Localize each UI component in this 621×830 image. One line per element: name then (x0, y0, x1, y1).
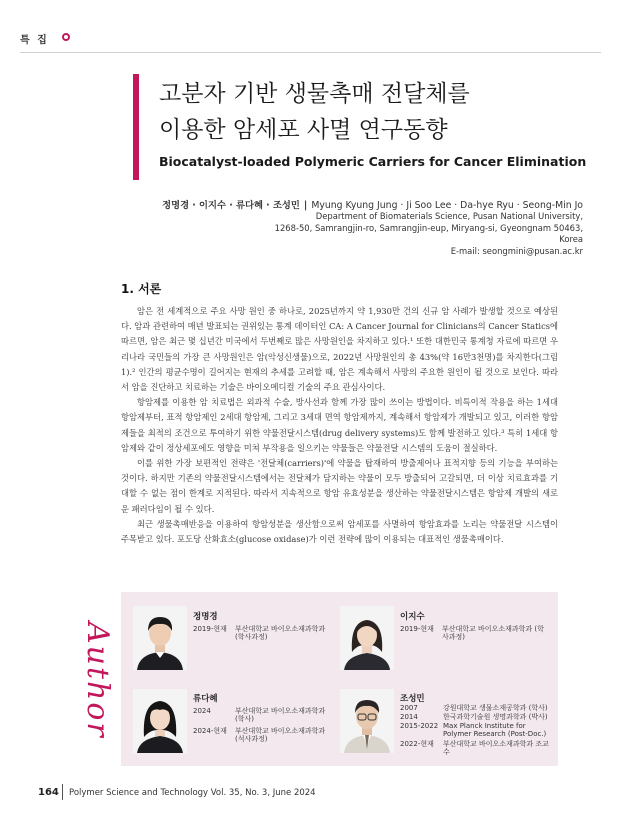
author-photo-1 (133, 606, 187, 670)
paragraph: 최근 생물촉매반응을 이용하여 항암성분을 생산함으로써 암세포를 사멸하여 항암효과를 노리는 약물전달 시스템이 주목받고 있다. 포도당 산화효소(glucose oxidase)가 이런 전략에 많이 이용되는 대표적인 생물촉매이다. (121, 518, 558, 545)
affiliation-email[interactable]: E-mail: seongmini@pusan.ac.kr (450, 245, 583, 256)
author-entry-year: 2015-2022 (400, 722, 439, 730)
author-entry-year: 2007 (400, 704, 418, 712)
footer-divider (62, 784, 63, 800)
affiliation-line-1: Department of Biomaterials Science, Pusan National University, (315, 211, 583, 221)
author-entry-text: Max Planck Institute for Polymer Research (Post-Doc.) (443, 722, 547, 739)
author-name: 정명경 (193, 612, 218, 622)
author-entry-year: 2022-현재 (400, 740, 434, 748)
author-entry-year: 2019-현재 (400, 625, 434, 633)
author-photo-3 (133, 689, 187, 753)
affiliation (253, 211, 583, 257)
author-entry-text: 부산대학교 바이오소재과학과 (학사) (235, 707, 326, 724)
affiliation-line-2: 1268-50, Samrangjin-ro, Samrangjin-eup, Miryang-si, Gyeongnam 50463, Korea (274, 222, 583, 244)
author-name: 조성민 (400, 694, 425, 704)
author-entry-year: 2024 (193, 707, 211, 715)
author-byline (162, 197, 583, 211)
author-photo-4 (340, 689, 394, 753)
author-entry-text: 한국과학기술원 생명과학과 (박사) (443, 713, 548, 721)
article-title-korean (159, 76, 579, 148)
author-name: 이지수 (400, 612, 425, 622)
body-text (121, 304, 558, 547)
author-panel-label: Author (80, 622, 115, 739)
author-entry-text: 부산대학교 바이오소재과학과 조교수 (443, 740, 549, 757)
section-tag: 특 집 (20, 35, 49, 46)
paragraph: 항암제를 이용한 암 치료법은 외과적 수술, 방사선과 함께 가장 많이 쓰이는 방법이다. 비특이적 작용을 하는 1세대 항암제부터, 표적 항암제인 2세대 항암제, 그리고 3세대 면역 항암제까지, 계속해서 항암제가 개발되고 있고, 이러한 항암제들을 최적의 조건으로 투여하기 위한 약물전달시스템(drug delivery systems)도 함께 발전하고 있다.³ 특히 1세대 항암제와 같이 정상세포에도 영향을 미쳐 부작용을 일으키는 약물들은 약물전달 시스템의 도움이 절실하다. (121, 397, 558, 453)
author-entry-year: 2019-현재 (193, 625, 227, 633)
author-entry-text: 부산대학교 바이오소재과학과 (학사과정) (235, 625, 326, 642)
author-photo-2 (340, 606, 394, 670)
paragraph: 암은 전 세계적으로 주요 사망 원인 중 하나로, 2025년까지 약 1,930만 건의 신규 암 사례가 발생할 것으로 예상된다. 암과 관련하여 매년 발표되는 권위있는 통계 데이터인 CA: A Cancer Journal for Clinicians의 Cancer Statics에 따르면, 암은 최근 몇 십년간 미국에서 두번째로 많은 사망원인을 차지하고 있다.¹ 또한 대한민국 통계청 자료에 따르면 우리나라 국민들의 가장 큰 사망원인은 암(악성신생물)으로, 2022년 사망원인의 총 43%(약 16만3천명)를 차지한다(그림 1).² 인간의 평균수명이 길어지는 현재의 추세를 고려할 때, 암은 계속해서 사망의 주요한 원인이 될 것으로 보인다. 따라서 암을 진단하고 치료하는 기술은 바이오메디컬 기술의 주요 관심사이다. (121, 306, 558, 393)
page-number: 164 (38, 787, 59, 798)
author-entry-text: 강원대학교 생물소재공학과 (학사) (443, 704, 548, 712)
author-names-english: Myung Kyung Jung · Ji Soo Lee · Da-hye Ryu · Seong-Min Jo (311, 200, 583, 211)
section-heading: 1. 서론 (121, 282, 162, 296)
author-entry-year: 2024-현재 (193, 727, 227, 735)
header-divider (20, 52, 601, 53)
author-entry-text: 부산대학교 바이오소재과학과 (학사과정) (442, 625, 544, 642)
title-accent-bar (133, 74, 139, 180)
author-entry-text: 부산대학교 바이오소재과학과 (석사과정) (235, 727, 326, 744)
title-korean-line-1: 고분자 기반 생물촉매 전달체를 (159, 81, 470, 107)
author-separator: | (303, 200, 308, 211)
author-entry-year: 2014 (400, 713, 418, 721)
paragraph: 이를 위한 가장 보편적인 전략은 '전달체(carriers)'에 약물을 탑재하여 방출제어나 표적지향 등의 기능을 부여하는 것이다. 하지만 기존의 약물전달시스템에서는 전달체가 담지하는 약물이 모두 방출되어 고갈되면, 더 이상 치료효과를 기대할 수 없는 점이 한계로 지적된다. 따라서 지속적으로 항암 유효성분을 생산하는 약물전달시스템은 항암제 개발의 새로운 패러다임이 될 수 있다. (121, 458, 558, 514)
author-name: 류다혜 (193, 694, 218, 704)
author-names-korean: 정명경 · 이지수 · 류다혜 · 조성민 (162, 200, 300, 211)
title-korean-line-2: 이용한 암세포 사멸 연구동향 (159, 117, 448, 143)
journal-citation: Polymer Science and Technology Vol. 35, No. 3, June 2024 (69, 788, 316, 798)
section-tag-circle-icon (62, 33, 70, 41)
article-title-english: Biocatalyst-loaded Polymeric Carriers for Cancer Elimination (159, 154, 587, 169)
